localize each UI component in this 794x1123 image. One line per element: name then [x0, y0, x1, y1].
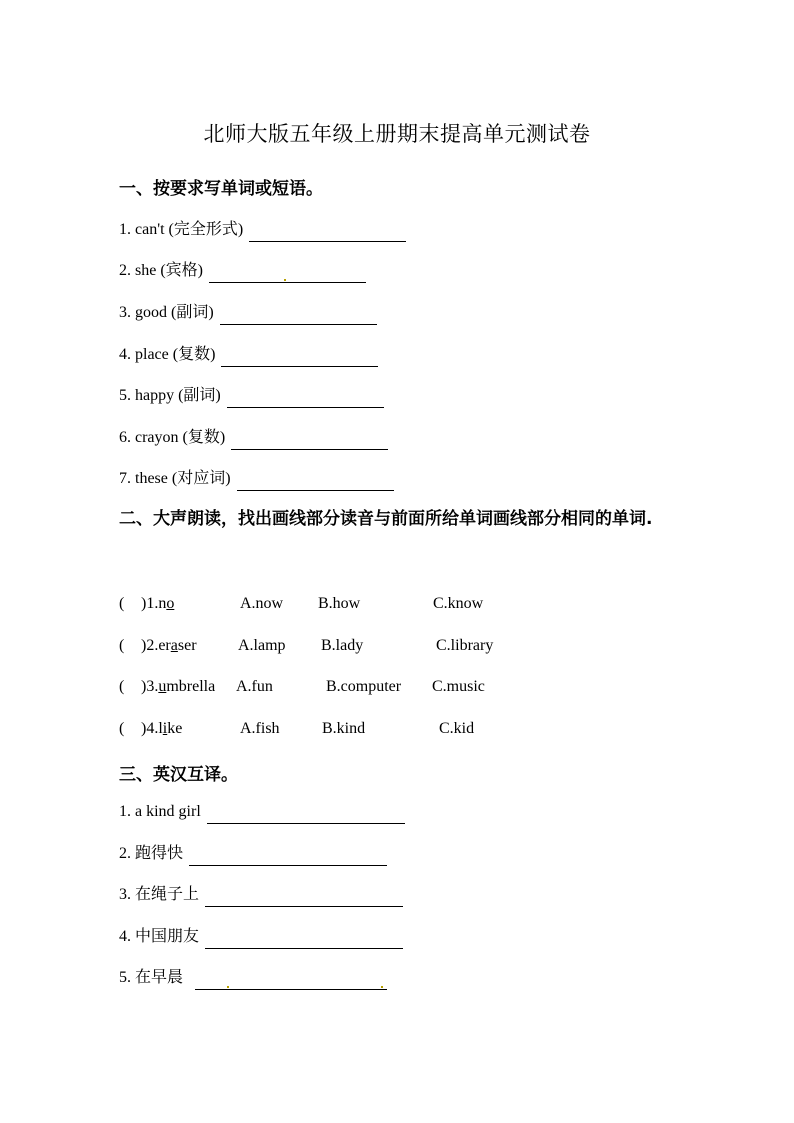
item-prompt: 5. 在早晨	[119, 969, 184, 986]
option-b[interactable]: B.computer	[326, 678, 402, 695]
section2-heading: 二、大声朗读，找出画线部分读音与前面所给单词画线部分相同的单词.	[119, 509, 653, 529]
list-item	[119, 426, 388, 450]
option-a[interactable]: A.fun	[236, 678, 273, 695]
option-c[interactable]: C.kid	[439, 720, 475, 737]
section3-heading: 三、英汉互译。	[119, 765, 238, 785]
item-prompt: 1. can't (完全形式)	[119, 221, 244, 238]
underlined-letter: o	[166, 595, 175, 612]
list-item	[119, 301, 377, 325]
answer-blank[interactable]	[195, 971, 387, 990]
option-a[interactable]: A.fish	[240, 720, 280, 737]
item-prompt: 4. place (复数)	[119, 346, 216, 363]
answer-paren[interactable]: (	[119, 678, 125, 695]
answer-blank[interactable]	[207, 805, 405, 824]
item-prompt: 5. happy (副词)	[119, 387, 221, 404]
answer-paren[interactable]: (	[119, 637, 125, 654]
list-item	[119, 966, 387, 990]
underlined-letter: u	[158, 678, 167, 695]
underlined-letter: a	[170, 637, 178, 654]
list-item	[119, 842, 387, 866]
item-prompt: 3. good (副词)	[119, 304, 214, 321]
list-item	[119, 384, 384, 408]
page-title: 北师大版五年级上册期末提高单元测试卷	[203, 122, 591, 146]
section1-heading: 一、按要求写单词或短语。	[119, 179, 323, 199]
answer-blank[interactable]	[227, 389, 384, 408]
list-item	[119, 343, 378, 367]
item-prompt: 7. these (对应词)	[119, 470, 231, 487]
answer-blank[interactable]	[205, 930, 403, 949]
item-prompt: 2. 跑得快	[119, 845, 184, 862]
table-row: ( )2.eraser A.lamp B.lady C.library	[119, 634, 539, 658]
list-item	[119, 467, 394, 491]
list-item	[119, 800, 405, 824]
table-row: ( )3.umbrella A.fun B.computer C.music	[119, 675, 539, 699]
underlined-letter: i	[162, 720, 168, 737]
option-c[interactable]: C.music	[432, 678, 485, 695]
option-a[interactable]: A.lamp	[238, 637, 286, 654]
answer-paren[interactable]: (	[119, 720, 125, 737]
option-c[interactable]: C.know	[433, 595, 484, 612]
option-a[interactable]: A.now	[240, 595, 284, 612]
option-b[interactable]: B.how	[318, 595, 361, 612]
answer-blank[interactable]	[209, 264, 366, 283]
answer-blank[interactable]	[249, 223, 406, 242]
list-item	[119, 883, 403, 907]
answer-blank[interactable]	[237, 472, 394, 491]
table-row: ( )4.like A.fish B.kind C.kid	[119, 717, 539, 741]
answer-paren[interactable]: (	[119, 595, 125, 612]
item-prompt: 4. 中国朋友	[119, 928, 200, 945]
list-item	[119, 259, 366, 283]
answer-blank[interactable]	[231, 431, 388, 450]
option-b[interactable]: B.lady	[321, 637, 364, 654]
option-b[interactable]: B.kind	[322, 720, 366, 737]
list-item	[119, 925, 403, 949]
answer-blank[interactable]	[189, 847, 387, 866]
item-prompt: 2. she (宾格)	[119, 262, 203, 279]
option-c[interactable]: C.library	[436, 637, 494, 654]
item-prompt: 3. 在绳子上	[119, 886, 200, 903]
item-prompt: 1. a kind girl	[119, 803, 201, 820]
answer-blank[interactable]	[220, 306, 377, 325]
table-row: ( )1.no A.now B.how C.know	[119, 592, 539, 616]
item-prompt: 6. crayon (复数)	[119, 429, 226, 446]
answer-blank[interactable]	[205, 888, 403, 907]
answer-blank[interactable]	[221, 348, 378, 367]
list-item	[119, 218, 406, 242]
